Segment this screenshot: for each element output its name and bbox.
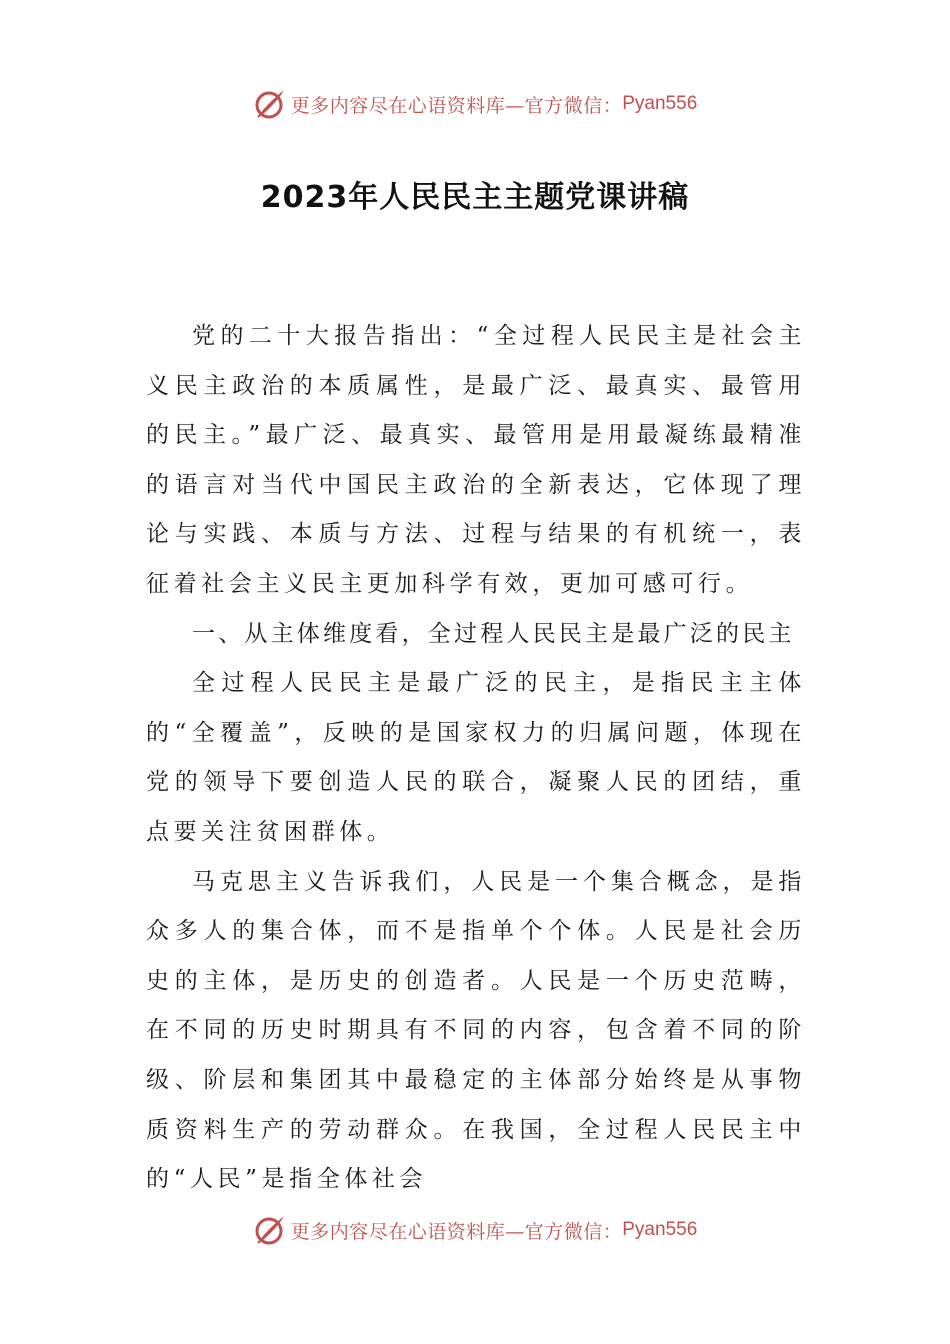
banner-wechat-id: Pyan556 xyxy=(622,93,698,114)
document-body xyxy=(146,312,806,1205)
paragraph-breadth: 全过程人民民主是最广泛的民主，是指民主主体的“全覆盖”，反映的是国家权力的归属问题，体现在党的领导下要创造人民的联合，凝聚人民的团结，重点要关注贫困群体。 xyxy=(146,670,806,845)
paragraph-marxism: 马克思主义告诉我们，人民是一个集合概念，是指众多人的集合体，而不是指单个个体。人民是社会历史的主体，是历史的创造者。人民是一个历史范畴，在不同的历史时期具有不同的内容，包含着不同的阶级、阶层和集团其中最稳定的主体部分始终是从事物质资料生产的劳动群众。在我国，全过程人民民主中的“人民”是指全体社会 xyxy=(146,868,806,1193)
banner-wechat-id: Pyan556 xyxy=(622,1219,698,1240)
footer-watermark-banner xyxy=(0,1210,950,1250)
banner-text: 更多内容尽在心语资料库—官方微信： xyxy=(290,1220,623,1243)
banner-text: 更多内容尽在心语资料库—官方微信： xyxy=(290,94,623,117)
header-watermark-banner xyxy=(0,84,950,124)
paragraph-intro: 党的二十大报告指出：“全过程人民民主是社会主义民主政治的本质属性，是最广泛、最真实、最管用的民主。”最广泛、最真实、最管用是用最凝练最精准的语言对当代中国民主政治的全新表达，它体现了理论与实践、本质与方法、过程与结果的有机统一，表征着社会主义民主更加科学有效，更加可感可行。 xyxy=(146,323,806,597)
quill-pen-logo-icon xyxy=(253,1213,287,1247)
quill-pen-logo-icon xyxy=(253,87,287,121)
document-title: 2023年人民民主主题党课讲稿 xyxy=(260,180,690,215)
section-heading-1: 一、从主体维度看，全过程人民民主是最广泛的民主 xyxy=(192,620,795,647)
